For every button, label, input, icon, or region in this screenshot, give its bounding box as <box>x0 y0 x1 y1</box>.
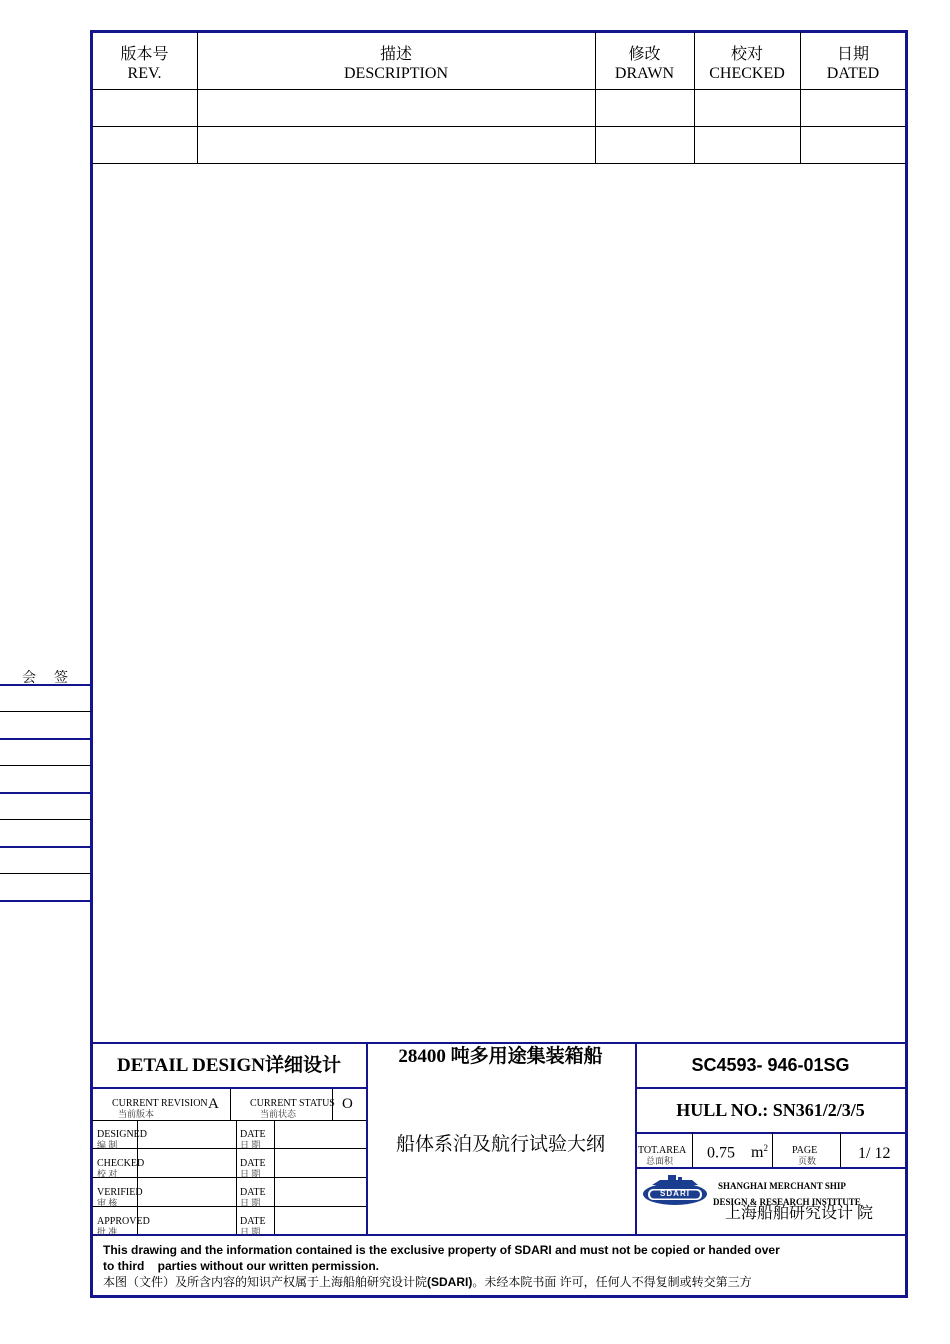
signature-checked-date: DATE 日 期 <box>240 1158 266 1179</box>
ship-name: 28400 吨多用途集装箱船 <box>398 1046 603 1067</box>
tot-area-value: 0.75 $m^2$ <box>707 1143 768 1162</box>
signature-checked: CHECKED 校 对 <box>97 1158 145 1179</box>
current-status-label: CURRENT STATUS 当前状态 <box>250 1098 335 1119</box>
signature-approved: APPROVED 批 准 <box>97 1216 150 1237</box>
header-description: 描述 DESCRIPTION <box>343 46 448 82</box>
header-rev: 版本号 REV. <box>120 46 169 82</box>
institute-name-en-2: DESIGN & RESEARCH INSTITUTE <box>713 1197 861 1207</box>
header-checked: 校对 CHECKED <box>709 46 785 82</box>
header-drawn: 修改 DRAWN <box>614 46 675 82</box>
header-dated: 日期 DATED <box>826 46 880 82</box>
copyright-line-1: This drawing and the information contained is the exclusive property of SDARI and must not be copied or handed over <box>103 1243 780 1257</box>
current-revision-value: A <box>208 1096 219 1112</box>
sdari-logo <box>640 1172 710 1208</box>
institute-name-en-1: SHANGHAI MERCHANT SHIP <box>718 1181 846 1191</box>
copyright-line-2: to third parties without our written permission. <box>103 1259 380 1273</box>
drawing-title: 船体系泊及航行试验大纲 <box>395 1134 605 1155</box>
signature-approved-date: DATE 日 期 <box>240 1216 266 1237</box>
signature-verified: VERIFIED 审 核 <box>97 1187 143 1208</box>
signature-designed-date: DATE 日 期 <box>240 1129 266 1150</box>
signature-verified-date: DATE 日 期 <box>240 1187 266 1208</box>
sdari-logo-text: SDARI <box>660 1189 690 1198</box>
current-revision-label: CURRENT REVISION 当前版本 <box>112 1098 208 1119</box>
page-value: 1/ 12 <box>858 1145 891 1162</box>
countersign-label: 会 签 <box>22 671 70 686</box>
current-status-value: O <box>342 1096 353 1112</box>
hull-number: HULL NO.: SN361/2/3/5 <box>676 1100 865 1120</box>
copyright-notice <box>103 1242 908 1290</box>
tot-area-label: TOT.AREA 总面积 <box>638 1145 687 1166</box>
page-label: PAGE 页数 <box>792 1145 818 1166</box>
copyright-line-3: 本图（文件）及所含内容的知识产权属于上海船舶研究设计院(SDARI)。未经本院书面 许可，任何人不得复制或转交第三方 <box>103 1275 752 1289</box>
drawing-number: SC4593- 946-01SG <box>691 1055 850 1075</box>
design-stage: DETAIL DESIGN详细设计 <box>116 1055 341 1076</box>
signature-designed: DESIGNED 编 制 <box>97 1129 147 1150</box>
institute-name-cn: 上海船舶研究设计 院 <box>725 1205 874 1222</box>
